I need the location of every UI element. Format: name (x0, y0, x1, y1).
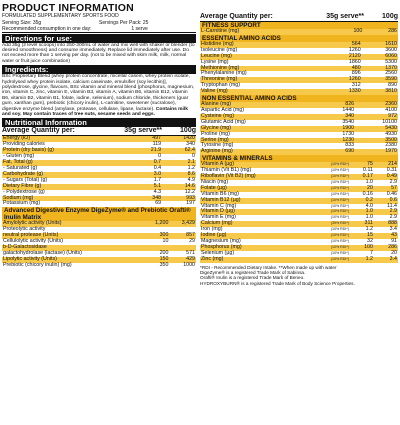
right-column (200, 0, 398, 286)
row-value-100g: 429 (169, 257, 196, 263)
row-label: Riboflavin (Vit B2) (mg) (200, 174, 311, 180)
non-essential-heading: NON ESSENTIAL AMINO ACIDS (200, 95, 398, 102)
row-label: Thiamin (Vit B1) (mg) (200, 168, 311, 174)
row-label: Protein (dry basis) (g) (2, 148, 132, 154)
row-label: Vitamin B12 (µg) (200, 198, 311, 204)
row-rdi: (10% RDI*) (311, 192, 350, 198)
row-label: Niacin (mg) (200, 180, 311, 186)
row-value-serve: 15 (350, 233, 374, 239)
essential-table (200, 42, 398, 95)
row-label: Vitamin A (µg) (200, 162, 311, 168)
page-title: PRODUCT INFORMATION (2, 2, 134, 14)
row-label: - Saturated (g) (2, 166, 132, 172)
row-rdi: (39% RDI*) (311, 221, 350, 227)
row-label: Vitamin E (mg) (200, 215, 311, 221)
row-value-100g: 2560 (362, 71, 398, 77)
row-value-serve: 20 (350, 186, 374, 192)
row-label: Aspartic Acid (mg) (200, 108, 320, 114)
row-label: Vitamin B6 (mg) (200, 192, 311, 198)
row-value-serve: 0.4 (132, 166, 162, 172)
row-value-100g: 5300 (362, 60, 398, 66)
row-value-100g: 57 (374, 186, 398, 192)
ingredients-list: BSc Proprietary Blend [whey protein concentrate, micellar casein, whey protein isolate, hydrolysed whey protein isolate, calcium caseinate, emulsifier (soy lecithin)], polydextrose, glycine, flavours, BSc vitamin and mineral blend (phosphorus, magnesium, iron, vitamin C, zinc, vitamin E, vitamin B3, vitamin A, vitamin B6, vitamin B12, vitamin B6, vitamin B2, vitamin B1, folate, iodine, selenium), sodium chloride, thickeners (guar gum, xanthan gum), prebiotic (chicory inulin), L-carnitine, sweetener (sucralose), digestive enzyme blend (amylase, protease, cellulase, lipase, lactase). (2, 74, 195, 112)
row-value-100g: 2.1 (162, 160, 196, 166)
enzymes-heading: Advanced Digestive Enzyme DigeZyme® and Prebiotic Orafti® Inulin Matrix (2, 207, 196, 221)
row-rdi: (10% RDI*) (311, 174, 350, 180)
row-value-100g: 3810 (362, 89, 398, 95)
row-label: Serine (mg) (200, 138, 320, 144)
row-label: Cysteine (mg) (200, 114, 320, 120)
row-rdi: (10% RDI*) (311, 186, 350, 192)
row-value-100g: 2.9 (374, 209, 398, 215)
product-subtitle: FORMULATED SUPPLEMENTARY SPORTS FOOD (2, 13, 119, 19)
row-label: Leucine (mg) (200, 54, 325, 60)
row-value-serve: 0.2 (350, 198, 374, 204)
row-label: Glycine (mg) (200, 126, 320, 132)
row-value-100g: 340 (162, 142, 196, 148)
row-value-100g: 1.2 (162, 166, 196, 172)
row-value-serve: 1330 (325, 89, 361, 95)
row-value-serve: 0.11 (350, 168, 374, 174)
essential-heading: ESSENTIAL AMINO ACIDS (200, 35, 398, 42)
row-value-100g: 3600 (362, 48, 398, 54)
row-value-100g: 890 (362, 83, 398, 89)
row-value-serve: 311 (350, 221, 374, 227)
row-rdi: (10% RDI*) (311, 198, 350, 204)
row-value-100g: 214 (374, 162, 398, 168)
row-rdi: (10% RDI*) (311, 227, 350, 233)
row-value-serve: 4.0 (350, 204, 374, 210)
footnotes (200, 265, 398, 287)
row-value-serve: 1260 (325, 77, 361, 83)
nutrition-column-headers (2, 127, 196, 136)
footnote-orafti: Orafti® Inulin is a registered Trade Mark of Beneo. (200, 275, 305, 281)
row-value-100g: 11.4 (374, 204, 398, 210)
row-label: neutral protease (Units) (2, 233, 143, 239)
row-label: Sodium (mg) (2, 196, 132, 202)
row-value-serve: 100 (329, 29, 364, 35)
row-value-serve: 300 (143, 233, 170, 239)
row-value-serve: 21.9 (132, 148, 162, 154)
row-value-100g: 993 (162, 196, 196, 202)
row-value-100g: 3.4 (374, 257, 398, 263)
row-value-serve: 32 (350, 239, 374, 245)
serving-size: Serving Size: 35g (2, 19, 42, 26)
right-qty-label: Average Quantity per: (200, 13, 273, 20)
ingredients-text (2, 74, 196, 117)
row-value-serve: 10 (143, 239, 170, 245)
row-value-serve: 3.0 (132, 172, 162, 178)
row-label: Fat, Total (g) (2, 160, 132, 166)
row-value-100g: 286 (363, 29, 398, 35)
row-value-100g: 3,429 (169, 221, 196, 227)
row-value-serve: 348 (132, 196, 162, 202)
row-label: Vitamin C (mg) (200, 204, 311, 210)
row-rdi: (10% RDI*) (311, 162, 350, 168)
row-value-100g: 0.49 (374, 174, 398, 180)
allergen-statement: Contains milk and soy. May contain traces of tree nuts, sesame seeds and eggs. (2, 106, 188, 118)
row-label: Carbohydrate (g) (2, 172, 132, 178)
row-value-100g: 29 (169, 239, 196, 245)
recommended-consumption (2, 26, 196, 33)
row-label: Histidine (mg) (200, 42, 325, 48)
row-value-serve: 0.7 (132, 160, 162, 166)
row-value-serve: 312 (325, 83, 361, 89)
row-value-serve: 826 (320, 102, 355, 108)
row-value-100g: 5430 (355, 126, 398, 132)
row-value-serve: 69 (132, 201, 162, 207)
qty-label: Average Quantity per: (2, 127, 75, 135)
row-label: Phosphorus (mg) (200, 245, 311, 251)
row-value-100g: 571 (169, 251, 196, 257)
row-rdi: (10% RDI*) (311, 209, 350, 215)
footnote-rdi: *RDI - Recommended Dietary Intake. **When made up with water (200, 264, 337, 270)
row-label: Providing calories (2, 142, 132, 148)
row-label: Energy (kJ) (2, 136, 132, 142)
row-value-100g: 286 (374, 245, 398, 251)
row-value-100g: 4.9 (162, 178, 196, 184)
row-rdi: (10% RDI*) (311, 257, 350, 263)
row-value-serve: 340 (320, 114, 355, 120)
row-value-serve: 350 (143, 263, 170, 269)
row-value-100g: 62.4 (162, 148, 196, 154)
row-value-100g: 0.46 (374, 192, 398, 198)
directions-heading: Directions for use: (2, 34, 196, 43)
row-value-serve: 1900 (320, 126, 355, 132)
row-label: - Sugars (Total) (g) (2, 178, 132, 184)
row-label: Lysine (mg) (200, 60, 325, 66)
row-value-serve: 1260 (325, 48, 361, 54)
vitamins-heading: VITAMINS & MINERALS (200, 155, 398, 162)
row-value-serve: 480 (325, 66, 361, 72)
row-value-100g: 10100 (355, 120, 398, 126)
row-value-100g: 1420 (162, 136, 196, 142)
row-label: - Gluten (mg) (2, 154, 132, 160)
row-value-100g: 0 (162, 154, 196, 160)
row-value-serve: 1.0 (350, 180, 374, 186)
row-label: Valine (mg) (200, 89, 325, 95)
table-row (200, 257, 398, 263)
row-rdi: (10% RDI*) (311, 168, 350, 174)
row-value-100g: 857 (169, 233, 196, 239)
row-value-serve: 119 (132, 142, 162, 148)
row-value-serve: 1440 (320, 108, 355, 114)
row-value-serve: 896 (325, 71, 361, 77)
row-value-100g: 4100 (355, 108, 398, 114)
row-label: Zinc (mg) (200, 257, 311, 263)
right-qty-col-100g: 100g (382, 13, 398, 20)
row-value-100g: 2380 (355, 143, 398, 149)
row-label: Selenium (µg) (200, 251, 311, 257)
row-label: Iron (mg) (200, 227, 311, 233)
row-label: Methionine (mg) (200, 66, 325, 72)
row-value-100g: 2.9 (374, 180, 398, 186)
row-rdi: (10% RDI*) (311, 251, 350, 257)
row-label: Tryptophan (mg) (200, 83, 325, 89)
row-label: Isoleucine (mg) (200, 48, 325, 54)
row-label: Phenylalanine (mg) (200, 71, 325, 77)
row-value-100g: 43 (374, 233, 398, 239)
row-value-serve: 1.2 (350, 257, 374, 263)
row-label: Threonine (mg) (200, 77, 325, 83)
row-label: Cellulolytic activity (Units) (2, 239, 143, 245)
row-value-100g: 1970 (355, 149, 398, 155)
row-value-serve: 0 (132, 154, 162, 160)
qty-col-100g: 100g (180, 127, 196, 135)
footnote-hydroxyburn: HYDROXYBURN® is a registered Trade Mark of Body Science Properties. (200, 280, 355, 286)
right-qty-col-serve: 35g serve** (326, 13, 364, 20)
table-row (2, 263, 196, 269)
directions-text: Add 35g (2 level scoops) into 250-300mL of water and mix well with shaker or blender (to desired smoothness) and consume immediately. Replace lid immediately after use. Do not exceed more than 1 serving per day. (not to be mixed with skim milk, milk, normal water or fruit juice combination) (2, 42, 195, 64)
row-value-serve: 833 (320, 143, 355, 149)
row-rdi: (10% RDI*) (311, 204, 350, 210)
row-rdi: (10% RDI*) (311, 233, 350, 239)
row-value-100g: 8.6 (162, 172, 196, 178)
row-value-serve: 5.1 (132, 184, 162, 190)
row-value-100g: 1000 (169, 263, 196, 269)
row-value-serve: 2120 (325, 54, 361, 60)
nutrition-table (2, 136, 196, 207)
row-value-100g: 2.9 (374, 215, 398, 221)
row-label: Glutamic Acid (mg) (200, 120, 320, 126)
row-value-serve: 3540 (320, 120, 355, 126)
row-label: Potassium (mg) (2, 201, 132, 207)
row-value-serve: 1860 (325, 60, 361, 66)
row-value-serve: 1.0 (350, 209, 374, 215)
row-label: Lipolytic activity (Units) (2, 257, 143, 263)
row-label: Alanine (mg) (200, 102, 320, 108)
recommended-label: Recommended consumption in one day: (2, 25, 92, 32)
row-value-100g: 1610 (362, 42, 398, 48)
row-label: Calcium (mg) (200, 221, 311, 227)
vitamins-table (200, 162, 398, 262)
right-column-headers (200, 13, 398, 22)
row-label: Dietary Fibre (g) (2, 184, 132, 190)
row-value-100g: 3590 (362, 77, 398, 83)
row-value-serve: 1230 (320, 138, 355, 144)
row-label: galactohydrolase (lactase) (Units) (2, 251, 143, 257)
ingredients-heading: Ingredients: (2, 65, 196, 74)
row-label: L-Carnitine (mg) (200, 29, 329, 35)
row-value-100g: 888 (374, 221, 398, 227)
row-rdi: (10% RDI*) (311, 215, 350, 221)
servings-per-pack: Servings Per Pack: 25 (99, 19, 149, 26)
row-value-serve: 1.7 (132, 178, 162, 184)
row-label: Folate (µg) (200, 186, 311, 192)
row-value-serve: 497 (132, 136, 162, 142)
row-label: Proteolytic activity (2, 227, 143, 233)
row-value-serve: 7 (350, 251, 374, 257)
row-label: Prebiotic (chicory inulin) (mg) (2, 263, 143, 269)
row-label: - Polydextrose (g) (2, 190, 132, 196)
enzymes-table (2, 221, 196, 268)
row-rdi: (10% RDI*) (311, 245, 350, 251)
row-label: Iodine (µg) (200, 233, 311, 239)
row-label: Tyrosine (mg) (200, 143, 320, 149)
row-value-100g: 3.4 (374, 227, 398, 233)
row-value-serve: 100 (350, 245, 374, 251)
row-value-100g: 0.6 (374, 198, 398, 204)
row-value-serve: 0.16 (350, 192, 374, 198)
left-column (2, 0, 196, 269)
row-value-100g: 1370 (362, 66, 398, 72)
fitness-heading: FITNESS SUPPORT (200, 22, 398, 29)
row-value-serve: 564 (325, 42, 361, 48)
row-value-serve: 150 (143, 257, 170, 263)
row-label: b-D-Galactosidase (2, 245, 143, 251)
row-value-100g: 0.31 (374, 168, 398, 174)
row-value-100g: 12.2 (162, 190, 196, 196)
row-value-100g: 2360 (355, 102, 398, 108)
row-value-serve: 1.2 (350, 227, 374, 233)
row-value-serve: 4.3 (132, 190, 162, 196)
row-label: Arginine (mg) (200, 149, 320, 155)
row-value-100g: 6060 (362, 54, 398, 60)
row-value-100g: 197 (162, 201, 196, 207)
row-value-100g: 91 (374, 239, 398, 245)
row-value-serve: 1,200 (143, 221, 170, 227)
row-value-100g: 972 (355, 114, 398, 120)
non-essential-table (200, 102, 398, 155)
row-rdi: (10% RDI*) (311, 180, 350, 186)
row-value-100g: 4930 (355, 132, 398, 138)
row-value-100g: 20 (374, 251, 398, 257)
row-label: Vitamin D (µg) (200, 209, 311, 215)
nutrition-heading: Nutritional Information (2, 118, 196, 127)
row-value-serve: 200 (143, 251, 170, 257)
row-value-100g: 3500 (355, 138, 398, 144)
footnote-digezyme: DigeZyme® is a registered Trade Mark of Sabinsa. (200, 270, 306, 276)
row-value-serve: 690 (320, 149, 355, 155)
row-value-serve: 0.17 (350, 174, 374, 180)
row-label: Proline (mg) (200, 132, 320, 138)
qty-col-serve: 35g serve** (124, 127, 162, 135)
recommended-value: 1 serve (131, 25, 148, 32)
row-rdi: (10% RDI*) (311, 239, 350, 245)
row-value-serve: 75 (350, 162, 374, 168)
row-value-serve: 1.0 (350, 215, 374, 221)
row-label: Magnesium (mg) (200, 239, 311, 245)
row-value-serve: 1730 (320, 132, 355, 138)
row-value-100g: 14.6 (162, 184, 196, 190)
row-label: Amylolytic activity (Units) (2, 221, 143, 227)
